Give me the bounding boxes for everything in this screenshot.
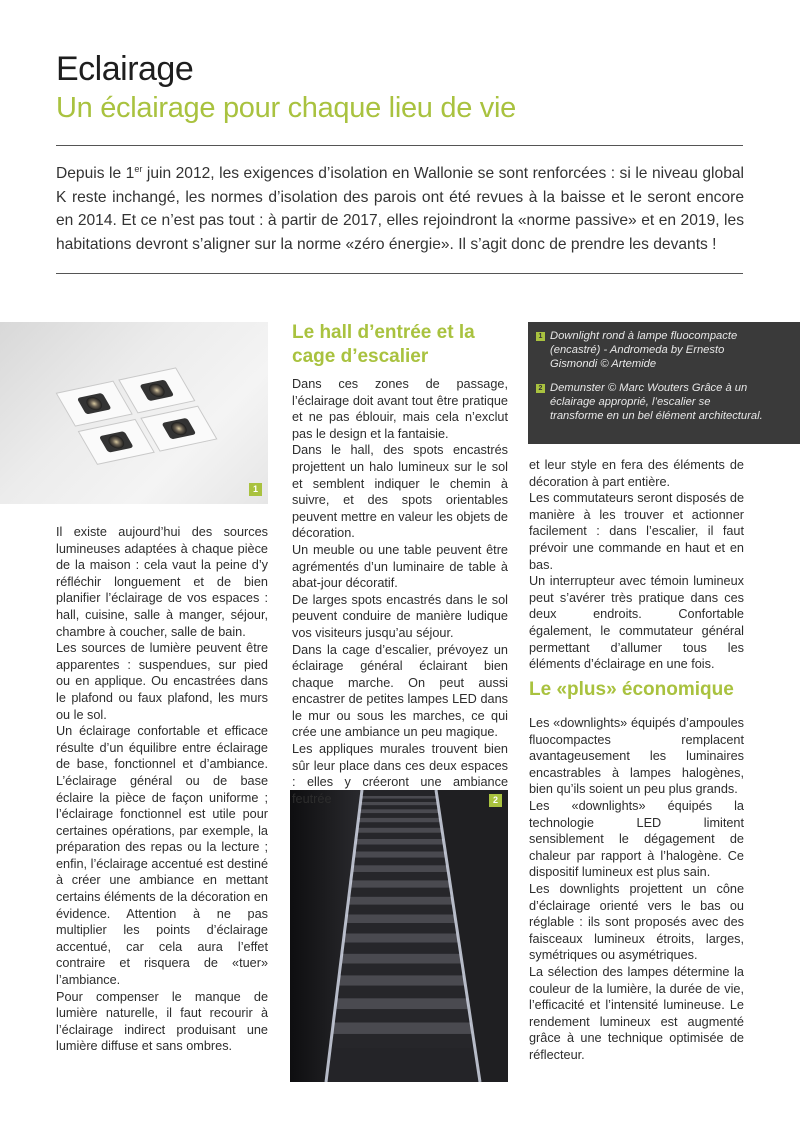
stair-tread (336, 998, 467, 1009)
top-divider (56, 145, 743, 146)
body-paragraph: Dans ces zones de passage, l’éclairage doit avant tout être pratique et ne pas éblouir, mais cela n’exclut pas le design et la fantaisie. (292, 377, 508, 441)
stair-riser (339, 986, 464, 999)
staircase-illustration (290, 790, 508, 1082)
stair-tread (349, 897, 452, 905)
left-column (56, 524, 268, 1055)
stair-tread (347, 915, 455, 924)
body-paragraph: Les «downlights» équipés d’ampoules fluocompactes remplacent avantageusement les luminaires encastrables à lampes halogènes, bien qu’ils soient un peu plus grands. (529, 716, 744, 797)
stair-tread (354, 852, 445, 858)
body-paragraph: Les appliques murales trouvent bien sûr leur place dans ces deux espaces : elles y créeront une ambiance feutrée (292, 742, 508, 806)
caption-number: 2 (536, 384, 545, 393)
stair-riser (342, 964, 461, 976)
stair-tread (360, 809, 439, 813)
body-paragraph: La sélection des lampes détermine la couleur de la lumière, la durée de vie, l’efficacité et l’intensité lumineuse. Le rendement lumineux est augmenté grâce à une technique optimisée de réflecteur. (529, 964, 744, 1062)
stair-tread (359, 818, 441, 822)
downlight-photo (0, 322, 268, 504)
body-paragraph: Les «downlights» équipés la technologie LED limitent sensiblement le dégagement de chaleur par rapport à l’halogène. Ce dispositif lumineux est plus sain. (529, 798, 744, 880)
caption-text: Downlight rond à lampe fluocompacte (encastré) - Andromeda by Ernesto Gismondi © Artemide (550, 330, 738, 371)
body-paragraph: Un interrupteur avec témoin lumineux peut s’avérer très pratique dans ces deux endroits. Confortable également, le commutateur général permettant d’allumer tous les éléments d’éclairage en une fois. (529, 574, 744, 672)
body-paragraph: Dans le hall, des spots encastrés projettent un halo lumineux sur le sol et semblent indiquer le chemin à suivre, et des spots orientables peuvent mettre en valeur les objets de décoration. (292, 443, 508, 541)
stair-riser (347, 923, 455, 933)
body-paragraph: et leur style en fera des éléments de décoration à part entière. (529, 458, 744, 489)
right-column (529, 715, 744, 1063)
stair-riser (349, 905, 452, 915)
section-heading-hall: Le hall d’entrée et la cage d’escalier (292, 322, 475, 367)
stair-riser (351, 888, 450, 897)
stair-tread (344, 934, 457, 943)
body-paragraph: Les commutateurs seront disposés de manière à les trouver et actionner facilement : dans l’escalier, il faut prévoir une commande en haut et en bas. (529, 491, 744, 572)
section-heading-economique: Le «plus» économique (529, 679, 734, 700)
stair-riser (360, 813, 439, 818)
stair-tread (333, 1023, 471, 1034)
page-subtitle: Un éclairage pour chaque lieu de vie (56, 92, 516, 124)
middle-column (292, 376, 508, 807)
stair-riser (354, 858, 445, 866)
stair-riser (359, 822, 441, 827)
body-paragraph: Un éclairage confortable et efficace résulte d’un équilibre entre éclairage de base, fonctionnel et d’ambiance. L’éclairage général ou de base éclaire la pièce de façon uniforme ; l’éclairage fonctionnel est utile pour certaines opérations, par exemple, la préparation des repas ou la lecture ; enfin, l’éclairage accentué est destiné à créer une ambiance en mettant certains éléments de la décoration en évidence. Attention à ne pas multiplier les points d’éclairage accentué, car cela aura l’effet contraire et risquera de «tuer» l’ambiance. (56, 724, 268, 988)
stair-riser (357, 833, 441, 839)
staircase-photo (290, 790, 508, 1082)
caption-number: 1 (536, 332, 545, 341)
stair-tread (351, 880, 450, 887)
body-paragraph: Pour compenser le manque de lumière naturelle, il faut recourir à l’éclairage indirect produisant une lumière diffuse et sans ombres. (56, 989, 268, 1054)
stair-tread (342, 954, 461, 964)
intro-paragraph (56, 158, 744, 257)
stair-tread (356, 839, 443, 845)
stair-tread (353, 865, 448, 872)
photo-number-badge: 2 (489, 794, 502, 807)
body-paragraph: Les downlights projettent un cône d’éclairage orienté vers le bas ou réglable : ils sont proposés avec des faisceaux lumineux étroits, larges, symétriques ou asymétriques. (529, 881, 744, 963)
stair-tread (339, 975, 464, 985)
downlight-illustration (0, 322, 268, 504)
stair-tread (357, 828, 441, 833)
body-paragraph: Dans la cage d’escalier, prévoyez un éclairage général éclairant bien chaque marche. On peut aussi encastrer de petites lampes LED dans le mur ou sous les marches, ce qui crée une ambiance un peu magique. (292, 642, 508, 740)
stair-riser (353, 872, 448, 880)
intro-superscript: er (134, 164, 143, 174)
page-title: Eclairage (56, 50, 194, 88)
bottom-divider (56, 273, 743, 274)
body-paragraph: Un meuble ou une table peuvent être agrémentés d’un luminaire de table à abat-jour décoratif. (292, 542, 508, 591)
body-paragraph: Les sources de lumière peuvent être apparentes : suspendues, sur pied ou en applique. Ou encastrées dans le plafond ou faux plafond, les murs ou le sol. (56, 641, 268, 722)
stair-riser (333, 1034, 471, 1048)
body-paragraph: De larges spots encastrés dans le sol peuvent conduire de manière ludique vos visiteurs jusqu’au séjour. (292, 592, 508, 640)
stair-riser (344, 943, 457, 954)
stair-riser (356, 845, 443, 852)
intro-text-rest: juin 2012, les exigences d’isolation en Wallonie se sont renforcées : si le niveau global K reste inchangé, les normes d’isolation des parois ont été revues à la baisse et le seront encore en 2014. Et ce n’est pas tout : à partir de 2017, elles rejoindront la «norme passive» et en 2019, les habitations devront s’aligner sur la norme «zéro énergie». Il s’agit donc de prendre les devants ! (56, 165, 745, 253)
body-paragraph: Il existe aujourd’hui des sources lumineuses adaptées à chaque pièce de la maison : cela vaut la peine d’y réfléchir longuement et de bien planifier l’éclairage de vos espaces : hall, cuisine, salle à manger, séjour, chambre à coucher, salle de bain. (56, 525, 268, 639)
intro-text-start: Depuis le 1 (56, 165, 135, 183)
caption-text: Demunster © Marc Wouters Grâce à un éclairage approprié, l’escalier se transforme en un bel élément architectural. (550, 382, 763, 423)
photo-number-badge: 1 (249, 483, 262, 496)
right-column-continuation (529, 457, 744, 673)
stair-riser (336, 1009, 467, 1022)
